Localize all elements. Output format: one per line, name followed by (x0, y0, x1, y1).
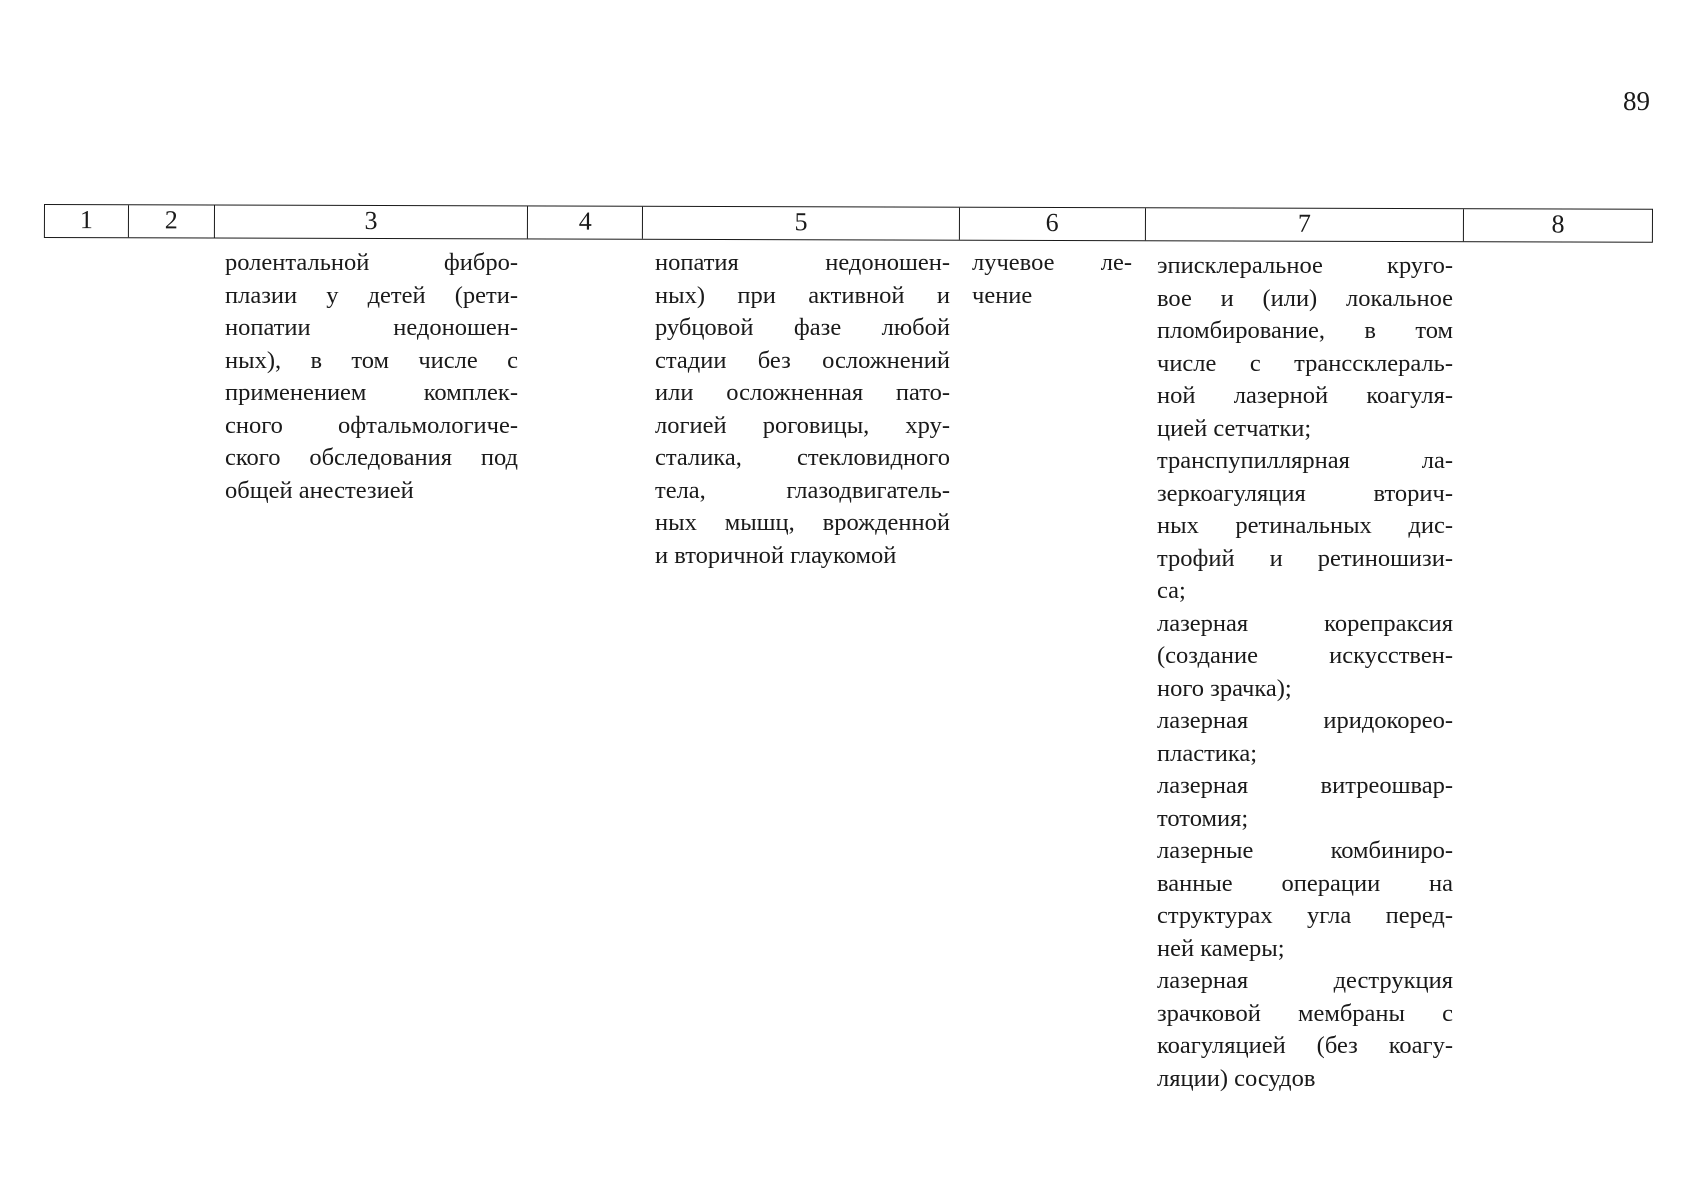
header-cell-8: 8 (1551, 209, 1565, 239)
text-line: ляции) сосудов (1157, 1064, 1316, 1092)
text-line: трофий и ретиношизи- (1157, 544, 1453, 572)
text-line: цией сетчатки; (1157, 414, 1312, 442)
text-line: пластика; (1157, 739, 1258, 767)
text-line: тотомия; (1157, 804, 1249, 832)
text-line: сталика, стекловидного (655, 444, 950, 471)
text-line: лазерная иридокорео- (1157, 707, 1453, 734)
text-line: структурах угла перед- (1157, 902, 1453, 929)
text-line: ных), в том числе с (225, 346, 518, 374)
text-line: зеркоагуляция вторич- (1157, 479, 1453, 507)
text-line: пломбирование, в том (1157, 317, 1453, 344)
text-line: лазерная деструкция (1157, 967, 1453, 994)
text-line: транспупиллярная ла- (1157, 447, 1453, 474)
text-line: ных ретинальных дис- (1157, 512, 1453, 539)
header-cell-7: 7 (1146, 208, 1465, 241)
text-line: применением комплек- (225, 379, 518, 406)
text-line: вое и (или) локальное (1157, 284, 1453, 312)
text-line: лазерная корепраксия (1157, 609, 1453, 637)
text-line: тела, глазодвигатель- (655, 476, 950, 504)
text-line: общей анестезией (225, 476, 414, 504)
header-cell-6: 6 (960, 208, 1146, 241)
text-line: са; (1157, 577, 1186, 604)
text-line: сного офтальмологиче- (225, 411, 518, 439)
text-line: или осложненная пато- (655, 379, 950, 406)
text-line: лазерные комбиниро- (1157, 837, 1453, 864)
text-line: лучевое ле- (972, 249, 1132, 276)
text-line: эписклеральное круго- (1157, 252, 1453, 279)
header-cell-5: 5 (643, 207, 960, 240)
text-line: ского обследования под (225, 444, 518, 471)
header-cell-2: 2 (129, 205, 215, 237)
text-line: ной лазерной коагуля- (1157, 382, 1453, 409)
column-6-text (972, 247, 1132, 312)
page-number: 89 (1623, 86, 1650, 116)
text-line: (создание искусствен- (1157, 642, 1453, 669)
column-3-text (225, 247, 518, 507)
table-header-row (44, 204, 1653, 243)
text-line: чение (972, 281, 1033, 309)
text-line: коагуляцией (без коагу- (1157, 1032, 1453, 1059)
text-line: рубцовой фазе любой (655, 314, 950, 341)
text-line: числе с транссклераль- (1157, 349, 1453, 377)
text-line: ней камеры; (1157, 934, 1285, 962)
text-line: зрачковой мембраны с (1157, 999, 1453, 1027)
text-line: стадии без осложнений (655, 346, 950, 374)
text-line: ных мышц, врожденной (655, 509, 950, 536)
column-7-text (1157, 250, 1453, 1095)
text-line: плазии у детей (рети- (225, 281, 518, 309)
text-line: и вторичной глаукомой (655, 541, 897, 569)
header-cell-1: 1 (45, 205, 129, 237)
text-line: лазерная витреошвар- (1157, 772, 1453, 799)
text-line: ного зрачка); (1157, 674, 1292, 702)
column-5-text (655, 247, 950, 572)
text-line: логией роговицы, хру- (655, 411, 950, 439)
text-line: нопатии недоношен- (225, 314, 518, 341)
text-line: ролентальной фибро- (225, 249, 518, 276)
text-line: ванные операции на (1157, 869, 1453, 897)
header-cell-4: 4 (528, 206, 643, 238)
text-line: нопатия недоношен- (655, 249, 950, 276)
header-cell-3: 3 (215, 206, 529, 239)
text-line: ных) при активной и (655, 281, 950, 309)
